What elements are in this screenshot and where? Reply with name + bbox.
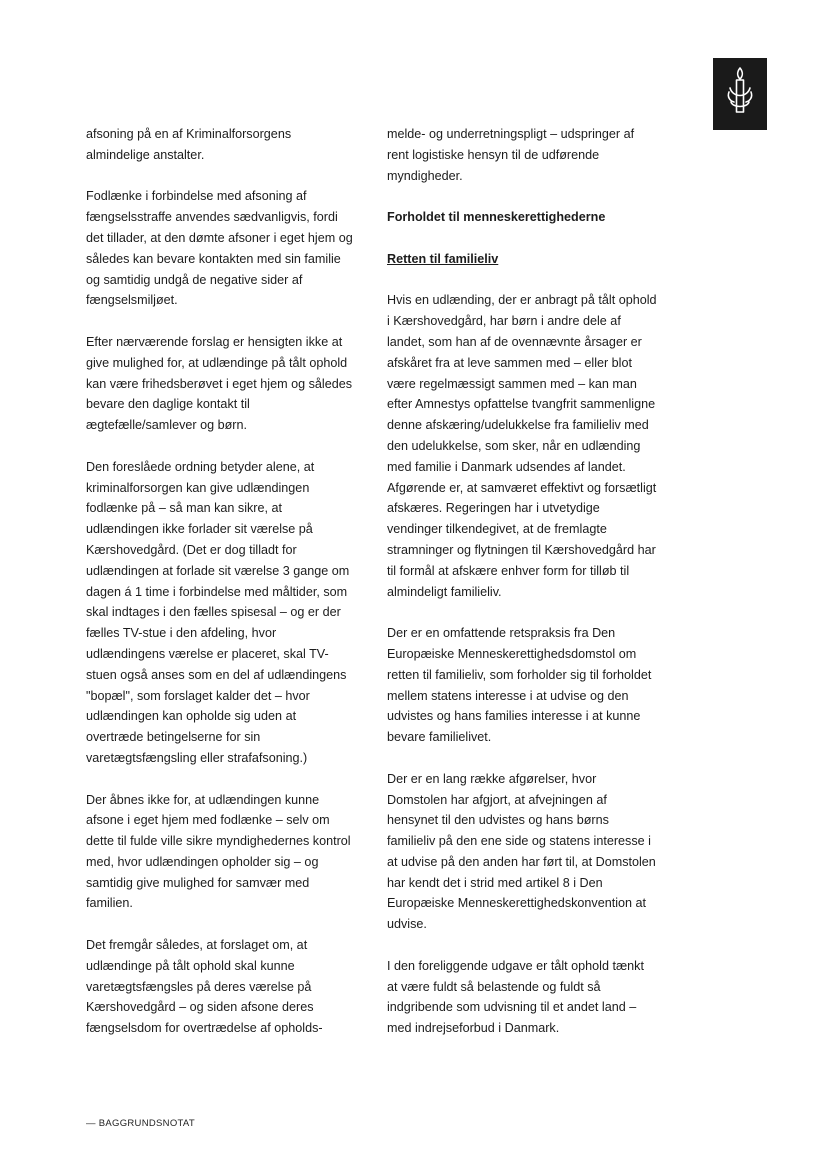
paragraph: afsoning på en af Kriminalforsorgens almindelige anstalter. xyxy=(86,127,292,162)
footer-label: — BAGGRUNDSNOTAT xyxy=(86,1118,195,1129)
paragraph: Der er en omfattende retspraksis fra Den Europæiske Menneskerettighedsdomstol om retten til familieliv, som forholder sig til forholdet mellem statens interesse i at udvise og den udvistes og hans families interesse i at kunne bevare familielivet. xyxy=(387,626,652,745)
section-heading: Forholdet til menneskerettighederne xyxy=(387,210,606,225)
paragraph: Fodlænke i forbindelse med afsoning af fængselsstraffe anvendes sædvanligvis, fordi det tillader, at den dømte afsoner i eget hjem og således kan bevare kontakten med sin familie og samtidig undgå de negative sider af fængselsmiljøet. xyxy=(86,189,353,308)
paragraph: Efter nærværende forslag er hensigten ikke at give mulighed for, at udlændinge på tålt ophold kan være frihedsberøvet i eget hjem og således bevare den daglige kontakt til ægtefælle/samlever og børn. xyxy=(86,334,353,433)
amnesty-candle-icon xyxy=(713,58,767,130)
paragraph: Der åbnes ikke for, at udlændingen kunne afsone i eget hjem med fodlænke – selv om dette til fulde ville sikre myndighedernes kontrol med, hvor udlændingen opholder sig – og samtidig give mulighed for samvær med familien. xyxy=(86,792,351,911)
left-column xyxy=(86,124,356,1060)
subsection-heading: Retten til familieliv xyxy=(387,251,499,266)
paragraph: Det fremgår således, at forslaget om, at udlændinge på tålt ophold skal kunne varetægtsfængsles på deres værelse på Kærshovedgård – og siden afsone deres fængselsdom for overtrædelse af opholds- xyxy=(86,938,323,1036)
paragraph: Den foreslåede ordning betyder alene, at kriminalforsorgen kan give udlændingen fodlænke på – så man kan sikre, at udlændingen ikke forlader sit værelse på Kærshovedgård. (Det er dog tilladt for udlændingen at forlade sit værelse 3 gange om dagen á 1 time i forbindelse med måltider, som skal indtages i den fælles spisesal – og er der fælles TV-stue i den afdeling, hvor udlændingens værelse er placeret, skal TV-stuen også anses som en del af udlændingens "bopæl", som forslaget kalder det – hvor udlændingen kan opholde sig uden at overtræde betingelserne for sin varetægtsfængsling eller strafafsoning.) xyxy=(86,459,350,765)
paragraph: Hvis en udlænding, der er anbragt på tålt ophold i Kærshovedgård, har børn i andre dele af landet, som han af de ovennævnte årsager er afskåret fra at leve sammen med – eller blot være regelmæssigt sammen med – kan man efter Amnestys opfattelse tvangfrit sammenligne denne afskæring/udelukkelse fra familieliv med den udelukkelse, som sker, når en udlænding med familie i Danmark udsendes af landet. Afgørende er, at samværet effektivt og forsætligt afskæres. Regeringen har i utvetydige vendinger tilkendegivet, at de fremlagte stramninger og flytningen til Kærshovedgård har til formål at afskære enhver form for tilløb til almindeligt familieliv. xyxy=(387,293,657,599)
right-column xyxy=(387,124,657,1060)
paragraph: melde- og underretningspligt – udspringer af rent logistiske hensyn til de udførende myndigheder. xyxy=(387,127,635,183)
paragraph: I den foreliggende udgave er tålt ophold tænkt at være fuldt så belastende og fuldt så indgribende som udvisning til et andet land – med indrejseforbud i Danmark. xyxy=(387,958,644,1036)
paragraph: Der er en lang række afgørelser, hvor Domstolen har afgjort, at afvejningen af hensynet til den udvistes og hans børns familieliv på den ene side og statens interesse i at udvise på den anden har ført til, at Domstolen har kendt det i strid med artikel 8 i Den Europæiske Menneskerettighedskonvention at udvise. xyxy=(387,771,656,932)
